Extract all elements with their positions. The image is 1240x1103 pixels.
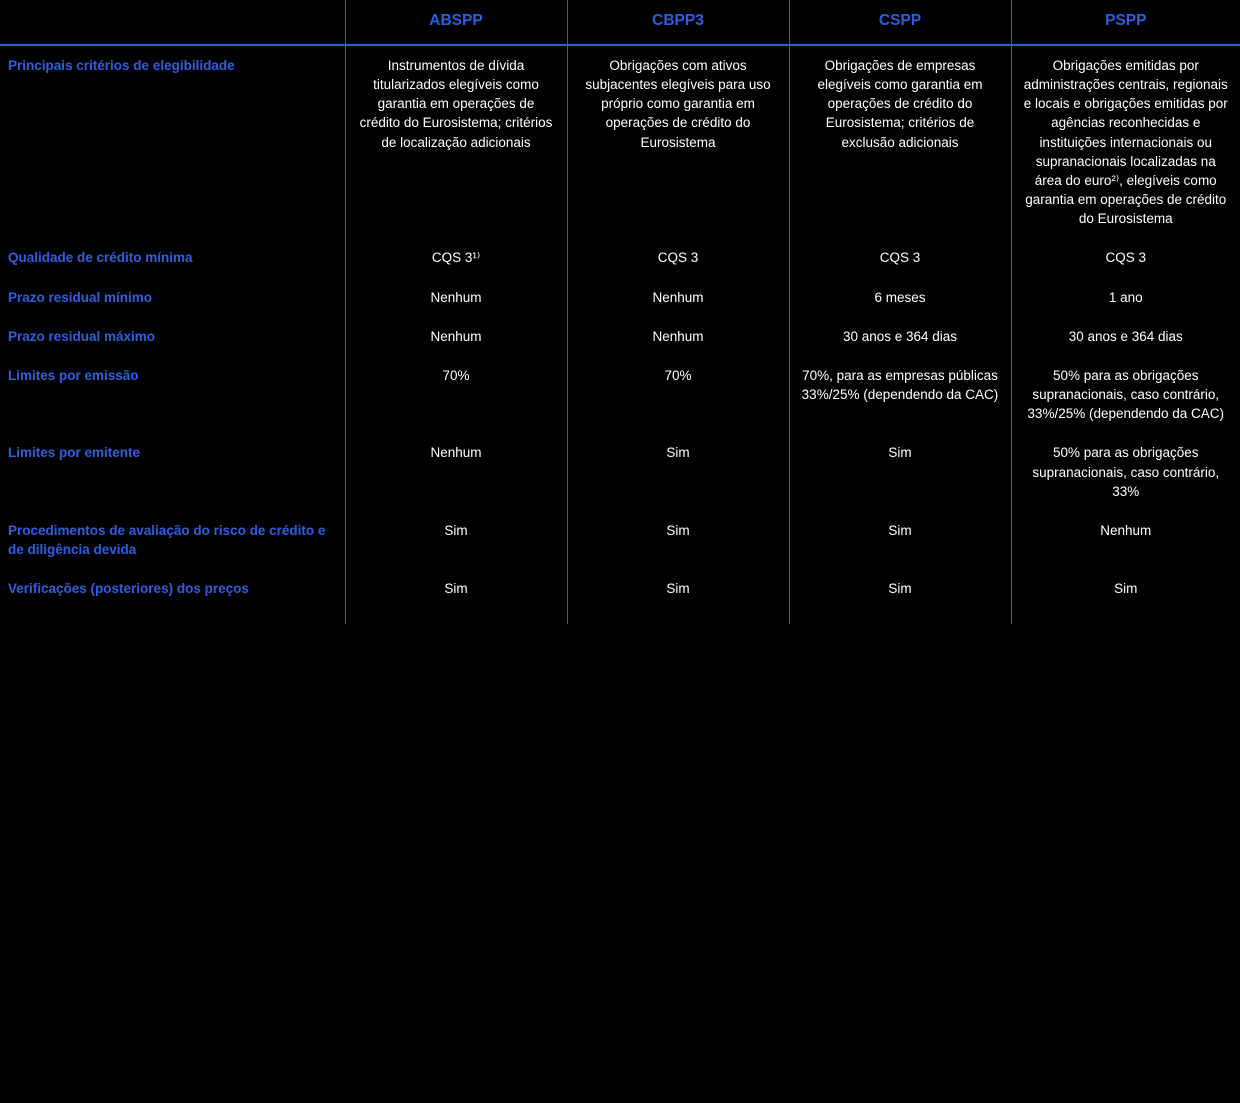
row-label: Limites por emissão: [8, 367, 139, 383]
row-label: Limites por emitente: [8, 445, 141, 461]
row-label: Prazo residual máximo: [8, 328, 156, 344]
cell-cspp: CQS 3: [789, 238, 1011, 277]
cell-cbpp3: Nenhum: [567, 278, 789, 317]
cell-cbpp3: Nenhum: [567, 317, 789, 356]
table-header: [0, 0, 1240, 45]
row-label: Principais critérios de elegibilidade: [8, 58, 235, 73]
cell-abspp: 70%: [345, 356, 567, 433]
column-header-pspp: PSPP: [1011, 0, 1240, 45]
table-row: [0, 45, 1240, 238]
cell-pspp: 30 anos e 364 dias: [1011, 317, 1240, 356]
row-label: Qualidade de crédito mínima: [8, 250, 193, 266]
cell-cspp: Sim: [789, 569, 1011, 624]
row-label: Prazo residual mínimo: [8, 289, 153, 305]
cell-abspp: Nenhum: [345, 433, 567, 510]
cell-abspp: Instrumentos de dívida titularizados elegíveis como garantia em operações de crédito do Eurosistema; critérios de localização adicionais: [345, 45, 567, 238]
cell-cbpp3: 70%: [567, 356, 789, 433]
column-header-abspp: ABSPP: [345, 0, 567, 45]
cell-abspp: Nenhum: [345, 317, 567, 356]
table-row: [0, 511, 1240, 569]
table-row: [0, 569, 1240, 624]
cell-cspp: Sim: [789, 433, 1011, 510]
table-row: [0, 433, 1240, 510]
cell-pspp: 50% para as obrigações supranacionais, caso contrário, 33%: [1011, 433, 1240, 510]
table-row: [0, 356, 1240, 433]
column-header-cbpp3: CBPP3: [567, 0, 789, 45]
cell-abspp: CQS 3¹⁾: [345, 238, 567, 277]
cell-abspp: Sim: [345, 569, 567, 624]
cell-cspp: 30 anos e 364 dias: [789, 317, 1011, 356]
table-row: [0, 278, 1240, 317]
cell-abspp: Sim: [345, 511, 567, 569]
cell-cspp: Sim: [789, 511, 1011, 569]
cell-pspp: Nenhum: [1011, 511, 1240, 569]
row-label: Procedimentos de avaliação do risco de crédito e de diligência devida: [8, 522, 326, 557]
cell-pspp: Sim: [1011, 569, 1240, 624]
table-body: [0, 45, 1240, 624]
column-header-criterion: [0, 0, 345, 45]
cell-cspp: Obrigações de empresas elegíveis como garantia em operações de crédito do Eurosistema; critérios de exclusão adicionais: [789, 45, 1011, 238]
cell-cspp: 70%, para as empresas públicas 33%/25% (dependendo da CAC): [789, 356, 1011, 433]
row-label: Verificações (posteriores) dos preços: [8, 581, 249, 597]
cell-cbpp3: CQS 3: [567, 238, 789, 277]
table-row: [0, 317, 1240, 356]
cell-cbpp3: Sim: [567, 433, 789, 510]
cell-pspp: 50% para as obrigações supranacionais, caso contrário, 33%/25% (dependendo da CAC): [1011, 356, 1240, 433]
column-header-cspp: CSPP: [789, 0, 1011, 45]
cell-cbpp3: Obrigações com ativos subjacentes elegíveis para uso próprio como garantia em operações de crédito do Eurosistema: [567, 45, 789, 238]
cell-pspp: CQS 3: [1011, 238, 1240, 277]
cell-abspp: Nenhum: [345, 278, 567, 317]
header-row: [0, 0, 1240, 45]
cell-cbpp3: Sim: [567, 511, 789, 569]
cell-cspp: 6 meses: [789, 278, 1011, 317]
table-row: [0, 238, 1240, 277]
cell-pspp: Obrigações emitidas por administrações centrais, regionais e locais e obrigações emitidas por agências reconhecidas e instituições internacionais ou supranacionais localizadas na área do euro²⁾, elegíveis como garantia em operações de crédito do Eurosistema: [1011, 45, 1240, 238]
cell-pspp: 1 ano: [1011, 278, 1240, 317]
cell-cbpp3: Sim: [567, 569, 789, 624]
